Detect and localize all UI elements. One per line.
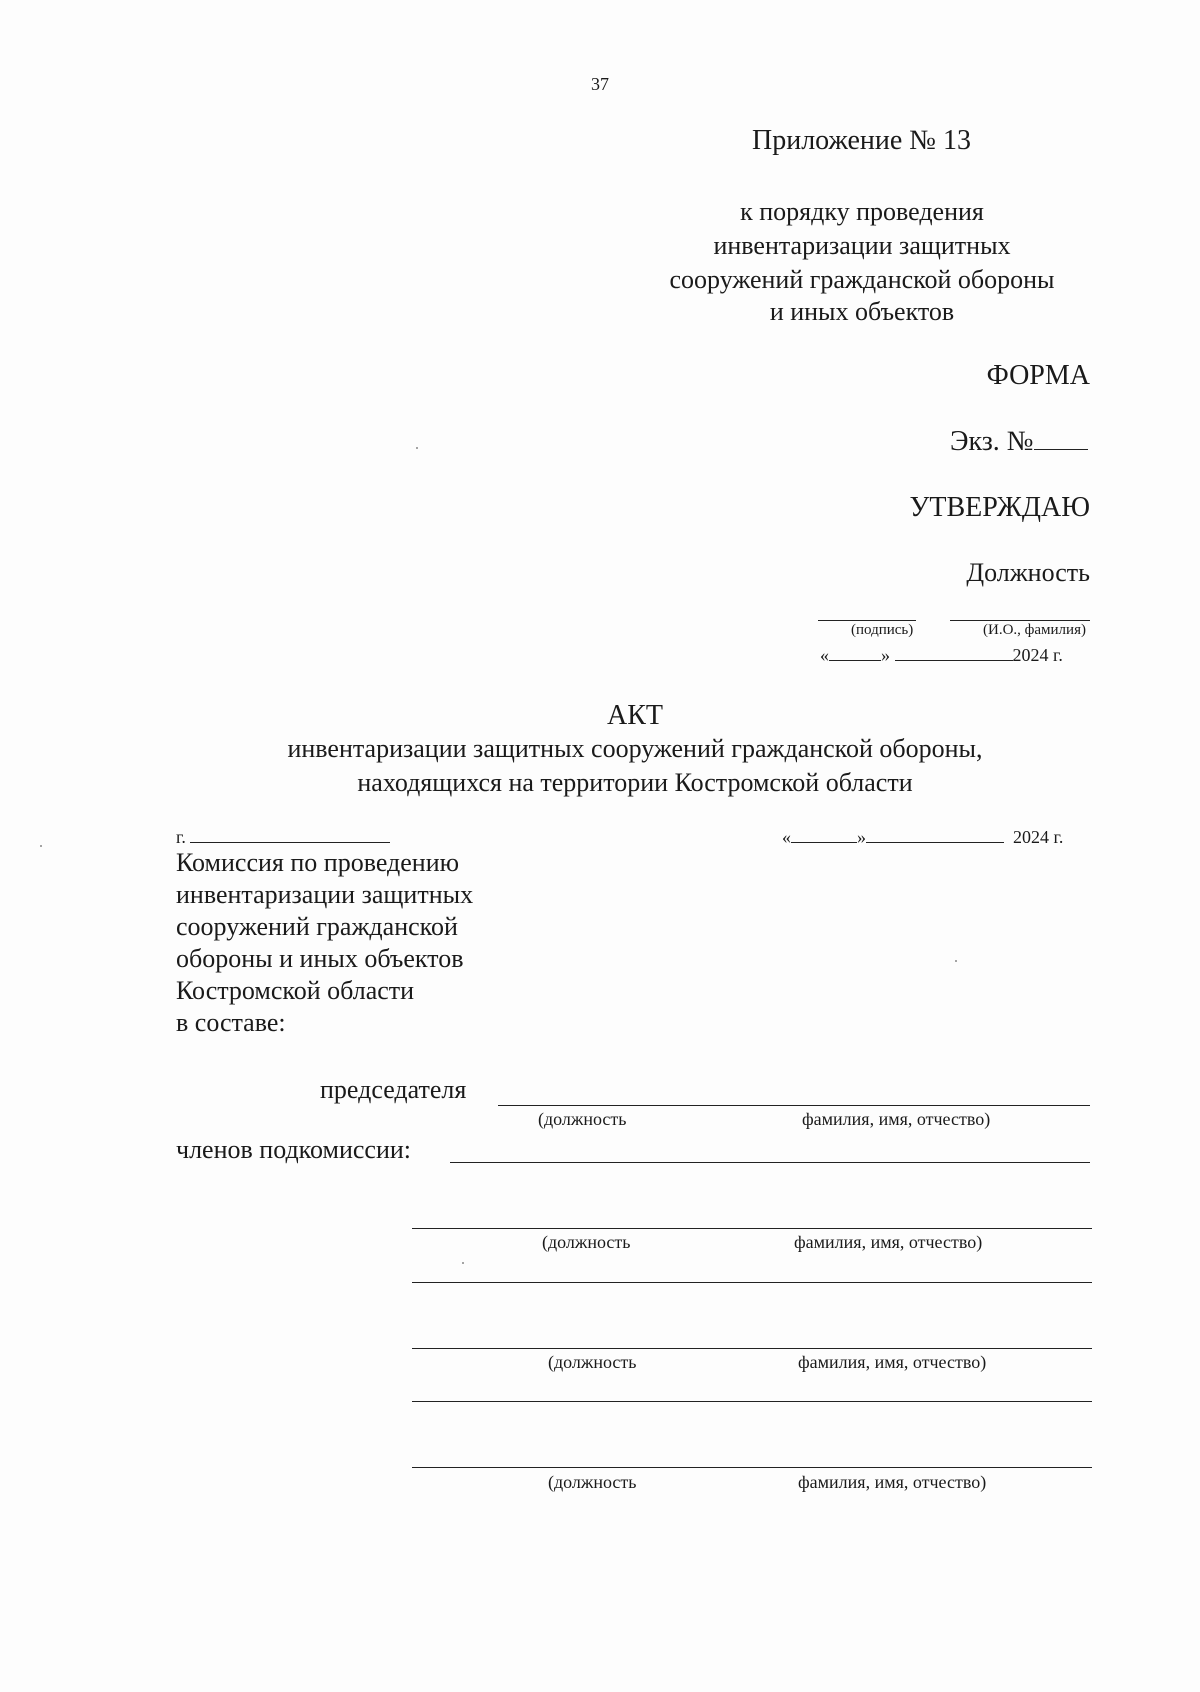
- appendix-line: инвентаризации защитных: [713, 231, 1011, 260]
- scan-speck: [416, 447, 418, 449]
- chairman-line[interactable]: [498, 1105, 1090, 1106]
- act-date: [782, 824, 1063, 848]
- caption-name: фамилия, имя, отчество): [798, 1352, 987, 1372]
- chairman-label: председателя: [320, 1075, 467, 1104]
- month-blank[interactable]: [866, 824, 1004, 843]
- caption-name: фамилия, имя, отчество): [798, 1472, 987, 1492]
- member-line[interactable]: [412, 1401, 1092, 1402]
- scan-speck: [40, 845, 42, 847]
- approve-year: 2024 г.: [1012, 645, 1063, 665]
- appendix-line: сооружений гражданской обороны: [669, 265, 1055, 294]
- quote-open: «: [782, 827, 791, 847]
- place-blank[interactable]: [190, 824, 390, 843]
- day-blank[interactable]: [829, 642, 881, 661]
- appendix-title: Приложение № 13: [752, 125, 971, 156]
- caption-position: (должность: [538, 1109, 627, 1129]
- commission-line: Комиссия по проведению: [176, 848, 460, 877]
- caption-position: (должность: [548, 1352, 637, 1372]
- scan-speck: [462, 1262, 464, 1264]
- member-line[interactable]: [450, 1162, 1090, 1163]
- place-prefix: г.: [176, 827, 186, 847]
- commission-line: инвентаризации защитных: [176, 880, 474, 909]
- place: [176, 824, 390, 848]
- copy-number-label: Экз. №: [950, 426, 1034, 457]
- member-line[interactable]: [412, 1348, 1092, 1349]
- copy-number-blank[interactable]: [1034, 427, 1088, 450]
- commission-line: сооружений гражданской: [176, 912, 458, 941]
- month-blank[interactable]: [895, 642, 1013, 661]
- act-subtitle-line1: инвентаризации защитных сооружений гражданской обороны,: [287, 734, 983, 763]
- act-title: АКТ: [607, 700, 663, 731]
- appendix-line: и иных объектов: [769, 297, 955, 326]
- member-line[interactable]: [412, 1282, 1092, 1283]
- member-line[interactable]: [412, 1228, 1092, 1229]
- commission-line: в составе:: [176, 1008, 286, 1037]
- form-label: ФОРМА: [986, 360, 1090, 391]
- caption-name: фамилия, имя, отчество): [802, 1109, 991, 1129]
- scan-speck: [955, 960, 957, 962]
- copy-number: [950, 426, 1088, 458]
- member-line[interactable]: [412, 1467, 1092, 1468]
- act-year: 2024 г.: [1013, 827, 1064, 847]
- day-blank[interactable]: [791, 824, 857, 843]
- members-label: членов подкомиссии:: [176, 1135, 411, 1164]
- approve-position: Должность: [966, 558, 1090, 587]
- signature-line[interactable]: [818, 620, 916, 621]
- quote-close: »: [857, 827, 866, 847]
- commission-line: обороны и иных объектов: [176, 944, 464, 973]
- caption-name: фамилия, имя, отчество): [794, 1232, 983, 1252]
- act-subtitle-line2: находящихся на территории Костромской области: [357, 768, 913, 797]
- quote-open: «: [820, 645, 829, 665]
- commission-line: Костромской области: [176, 976, 415, 1005]
- signature-caption: (подпись): [851, 622, 914, 638]
- name-line[interactable]: [950, 620, 1090, 621]
- name-caption: (И.О., фамилия): [983, 622, 1086, 638]
- caption-position: (должность: [548, 1472, 637, 1492]
- page-number: 37: [591, 74, 609, 94]
- quote-close: »: [881, 645, 890, 665]
- approve-date: [820, 642, 1063, 666]
- approve-title: УТВЕРЖДАЮ: [909, 492, 1090, 523]
- caption-position: (должность: [542, 1232, 631, 1252]
- appendix-line: к порядку проведения: [740, 197, 984, 226]
